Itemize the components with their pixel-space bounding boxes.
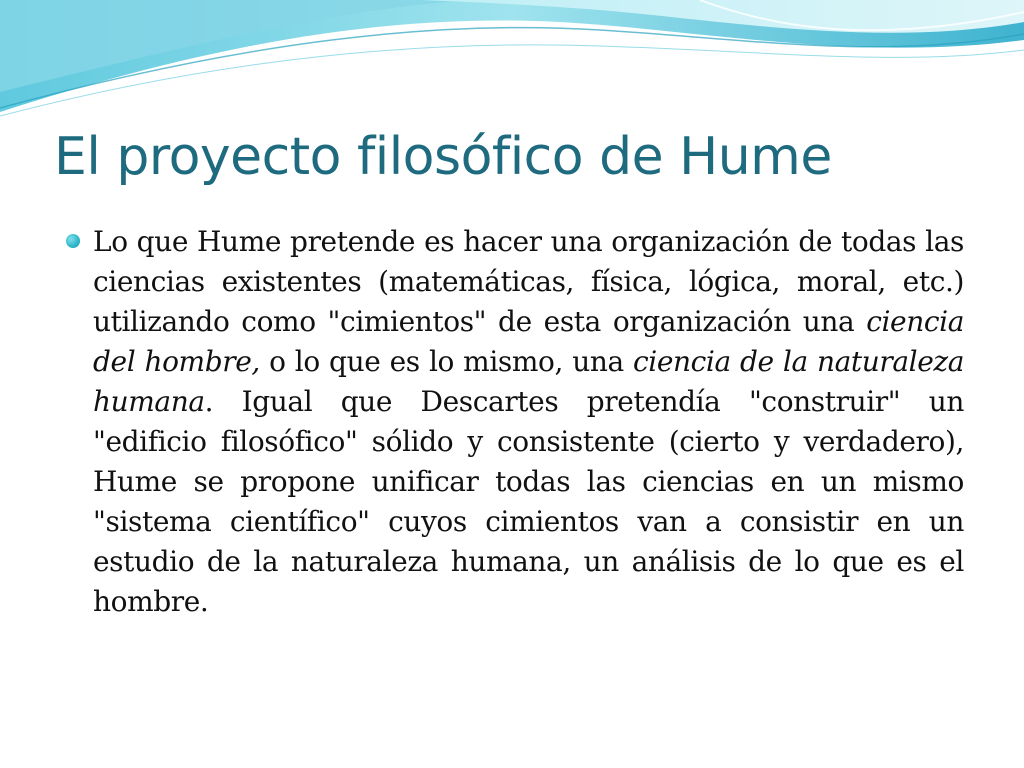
wave-header-decoration — [0, 0, 1024, 120]
bullet-item — [66, 222, 964, 622]
bullet-text-italic-ciencia-del-hombre: ciencia del hombre, — [93, 305, 964, 378]
slide-title: El proyecto filosófico de Hume — [54, 127, 832, 187]
bullet-text-italic-naturaleza-humana: ciencia de la naturaleza humana — [93, 345, 965, 418]
bullet-text — [93, 222, 964, 622]
bullet-text-part3: . Igual que Descartes pretendía "construir" un "edificio filosófico" sólido y consistente (cierto y verdadero), Hume se propone unificar todas las ciencias en un mismo "sistema científico" cuyos cimientos van a consistir en un estudio de la naturaleza humana, un análisis de lo que es el hombre. — [93, 385, 964, 618]
bullet-dot-icon — [66, 234, 80, 248]
bullet-text-part2: o lo que es lo mismo, una — [259, 345, 633, 378]
slide-content — [66, 222, 964, 622]
bullet-text-part1: Lo que Hume pretende es hacer una organización de todas las ciencias existentes (matemáticas, física, lógica, moral, etc.) utilizando como "cimientos" de esta organización una — [93, 225, 964, 338]
